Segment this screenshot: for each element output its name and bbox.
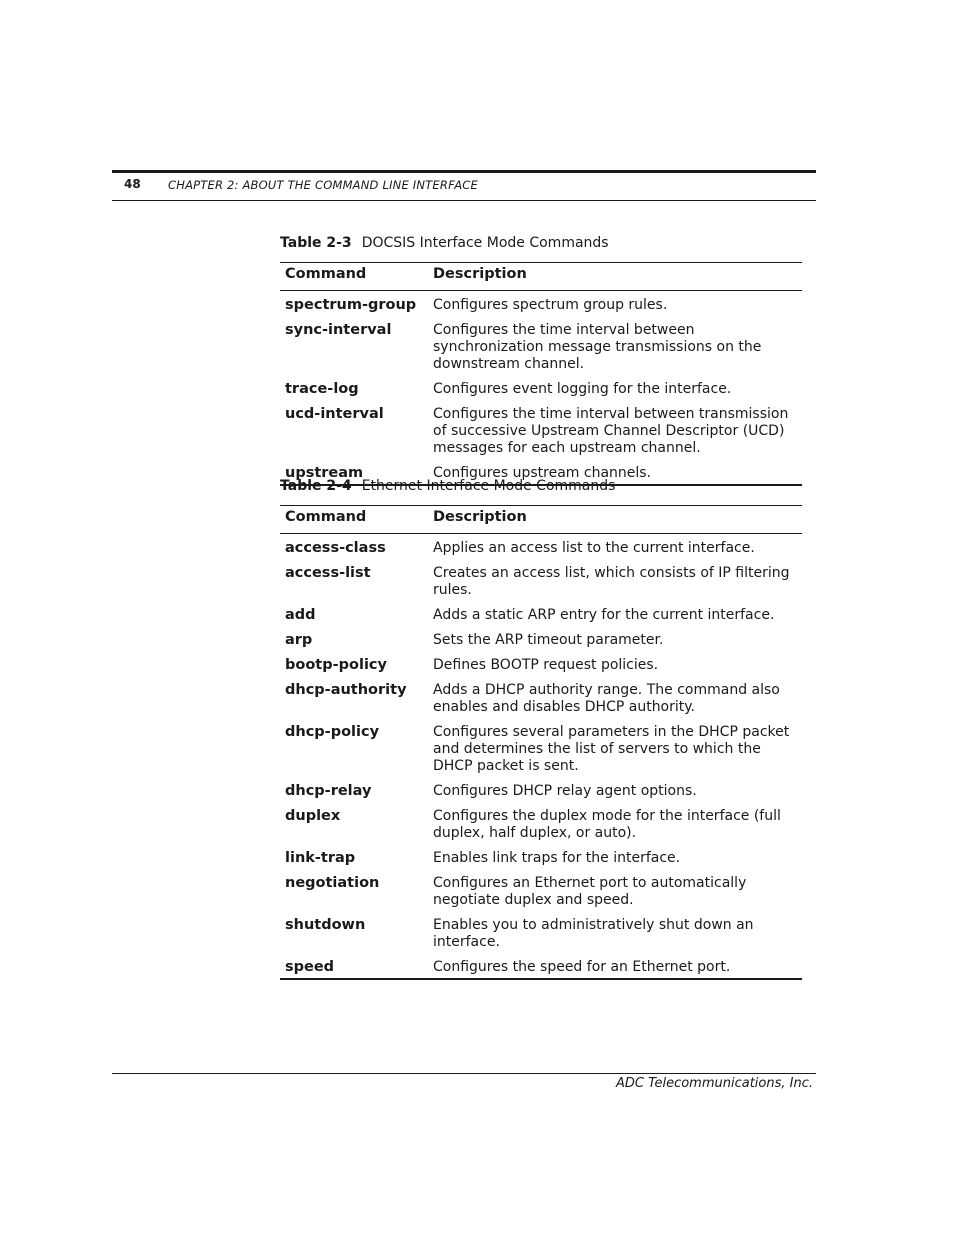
table-row xyxy=(280,718,802,777)
header-rule-bottom xyxy=(112,200,816,201)
command-cell: sync-interval xyxy=(285,322,392,338)
command-cell: duplex xyxy=(285,808,341,824)
description-cell: Applies an access list to the current interface. xyxy=(433,540,755,556)
description-cell: Sets the ARP timeout parameter. xyxy=(433,632,664,648)
description-cell: Configures the speed for an Ethernet port. xyxy=(433,959,731,975)
description-cell: Configures the duplex mode for the interface (full duplex, half duplex, or auto). xyxy=(433,808,781,841)
description-cell: Configures event logging for the interface. xyxy=(433,381,732,397)
table-title: Ethernet Interface Mode Commands xyxy=(361,478,616,494)
description-cell: Configures several parameters in the DHCP packet and determines the list of servers to which the DHCP packet is sent. xyxy=(433,724,790,774)
description-cell: Defines BOOTP request policies. xyxy=(433,657,659,673)
command-cell: ucd-interval xyxy=(285,406,384,422)
description-cell: Configures DHCP relay agent options. xyxy=(433,783,697,799)
table-label: Table 2-4 xyxy=(280,478,352,494)
table-row xyxy=(280,953,802,978)
command-cell: link-trap xyxy=(285,850,356,866)
table-row xyxy=(280,400,802,459)
table-row xyxy=(280,651,802,676)
command-cell: arp xyxy=(285,632,313,648)
table-header-row xyxy=(280,506,802,534)
column-header-command: Command xyxy=(285,509,367,525)
docsis-commands-table xyxy=(280,262,802,486)
command-cell: access-class xyxy=(285,540,386,556)
description-cell: Adds a static ARP entry for the current interface. xyxy=(433,607,775,623)
column-header-description: Description xyxy=(433,509,527,525)
table-label: Table 2-3 xyxy=(280,235,352,251)
description-cell: Creates an access list, which consists of IP filtering rules. xyxy=(433,565,790,598)
table-row xyxy=(280,911,802,953)
command-cell: dhcp-authority xyxy=(285,682,407,698)
table-header-row xyxy=(280,263,802,291)
command-cell: add xyxy=(285,607,316,623)
chapter-title: CHAPTER 2: ABOUT THE COMMAND LINE INTERFACE xyxy=(168,178,478,192)
table-title: DOCSIS Interface Mode Commands xyxy=(361,235,609,251)
description-cell: Configures an Ethernet port to automatically negotiate duplex and speed. xyxy=(433,875,747,908)
footer-publisher: ADC Telecommunications, Inc. xyxy=(616,1076,813,1091)
table-row xyxy=(280,534,802,559)
table-row xyxy=(280,291,802,316)
description-cell: Adds a DHCP authority range. The command also enables and disables DHCP authority. xyxy=(433,682,780,715)
table-row xyxy=(280,316,802,375)
table-row xyxy=(280,601,802,626)
header-rule-top xyxy=(112,170,816,173)
table-row xyxy=(280,375,802,400)
description-cell: Configures spectrum group rules. xyxy=(433,297,668,313)
description-cell: Configures upstream channels. xyxy=(433,465,652,481)
column-header-command: Command xyxy=(285,266,367,282)
table-body xyxy=(280,534,802,978)
command-cell: negotiation xyxy=(285,875,380,891)
command-cell: dhcp-relay xyxy=(285,783,372,799)
command-cell: spectrum-group xyxy=(285,297,417,313)
command-cell: dhcp-policy xyxy=(285,724,380,740)
description-cell: Enables link traps for the interface. xyxy=(433,850,681,866)
description-cell: Enables you to administratively shut down an interface. xyxy=(433,917,754,950)
ethernet-commands-table xyxy=(280,505,802,980)
command-cell: upstream xyxy=(285,465,364,481)
table-row xyxy=(280,802,802,844)
footer-rule xyxy=(112,1073,816,1074)
table-row xyxy=(280,559,802,601)
command-cell: speed xyxy=(285,959,335,975)
page-number: 48 xyxy=(124,177,141,191)
table-row xyxy=(280,676,802,718)
table-row xyxy=(280,844,802,869)
table-row xyxy=(280,626,802,651)
table-caption-2-3 xyxy=(280,235,609,251)
command-cell: trace-log xyxy=(285,381,359,397)
command-cell: shutdown xyxy=(285,917,366,933)
command-cell: bootp-policy xyxy=(285,657,387,673)
table-row xyxy=(280,777,802,802)
description-cell: Configures the time interval between synchronization message transmissions on the downstream channel. xyxy=(433,322,762,372)
table-caption-2-4 xyxy=(280,478,615,494)
column-header-description: Description xyxy=(433,266,527,282)
command-cell: access-list xyxy=(285,565,371,581)
description-cell: Configures the time interval between transmission of successive Upstream Channel Descriptor (UCD) messages for each upstream channel. xyxy=(433,406,789,456)
table-body xyxy=(280,291,802,484)
table-row xyxy=(280,869,802,911)
